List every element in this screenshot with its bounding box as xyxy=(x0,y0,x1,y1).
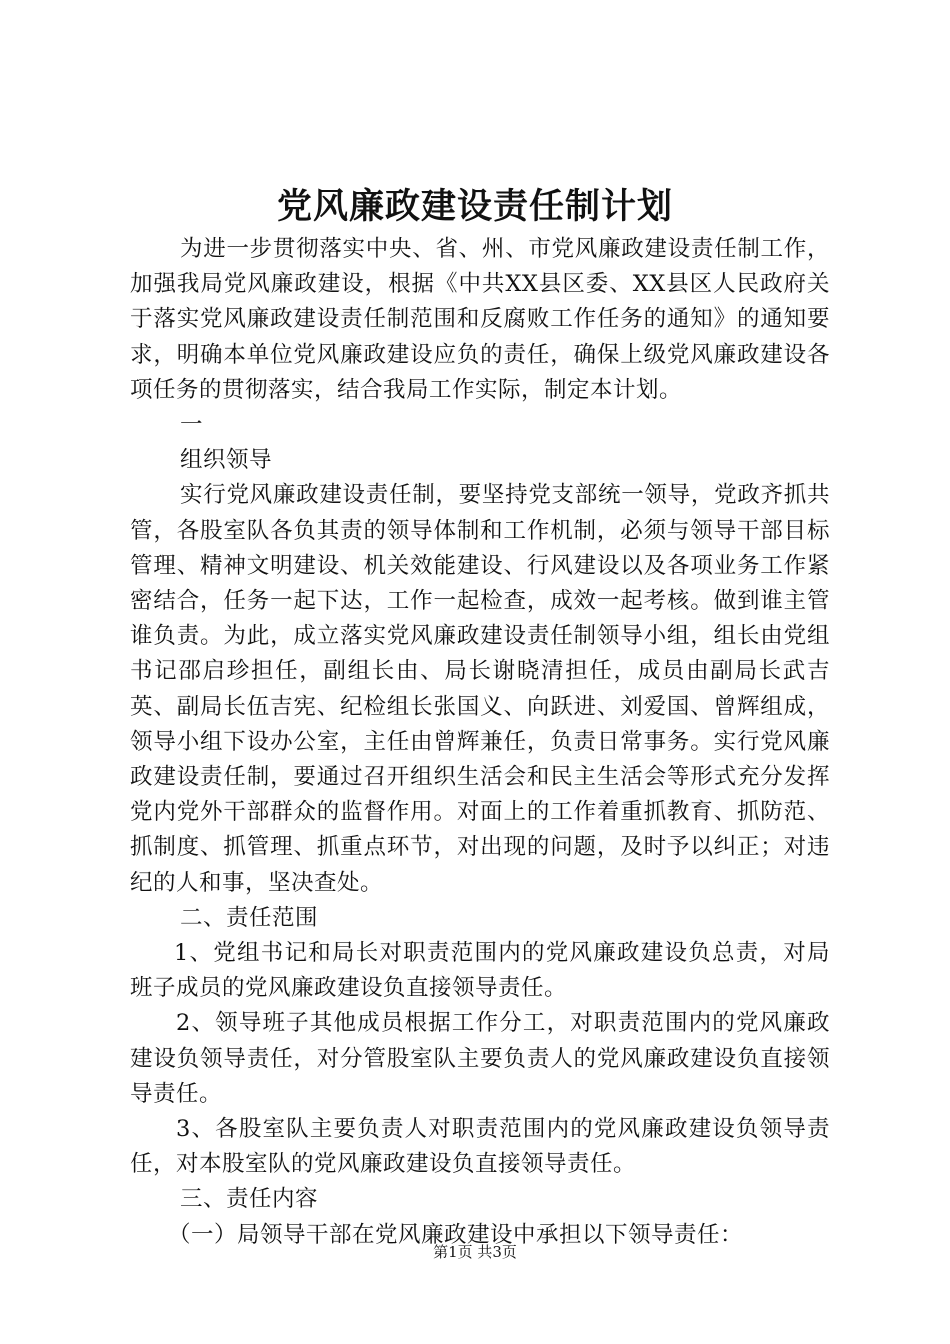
paragraph-scope-item-3: 3、各股室队主要负责人对职责范围内的党风廉政建设负领导责任，对本股室队的党风廉政建设负直接领导责任。 xyxy=(130,1116,830,1178)
paragraph-scope-item-1: 1、党组书记和局长对职责范围内的党风廉政建设负总责，对局班子成员的党风廉政建设负直接领导责任。 xyxy=(130,940,830,1002)
section-heading-scope: 二、责任范围 xyxy=(180,904,319,931)
section-heading-organization: 组织领导 xyxy=(180,447,273,474)
paragraph-organization: 实行党风廉政建设责任制，要坚持党支部统一领导，党政齐抓共管，各股室队各负其责的领导体制和工作机制，必须与领导干部目标管理、精神文明建设、机关效能建设、行风建设以及各项业务工作紧密结合，任务一起下达，工作一起检查，成效一起考核。做到谁主管谁负责。为此，成立落实党风廉政建设责任制领导小组，组长由党组书记邵启珍担任，副组长由、局长谢晓清担任，成员由副局长武吉英、副局长伍吉宪、纪检组长张国义、向跃进、刘爱国、曾辉组成，领导小组下设办公室，主任由曾辉兼任，负责日常事务。实行党风廉政建设责任制，要通过召开组织生活会和民主生活会等形式充分发挥党内党外干部群众的监督作用。对面上的工作着重抓教育、抓防范、抓制度、抓管理、抓重点环节，对出现的问题，及时予以纠正；对违纪的人和事，坚决查处。 xyxy=(130,482,830,896)
section-heading-content: 三、责任内容 xyxy=(180,1186,319,1213)
document-title: 党风廉政建设责任制计划 xyxy=(276,186,673,227)
paragraph-intro: 为进一步贯彻落实中央、省、州、市党风廉政建设责任制工作，加强我局党风廉政建设，根据《中共XX县区委、XX县区人民政府关于落实党风廉政建设责任制范围和反腐败工作任务的通知》的通知要求，明确本单位党风廉政建设应负的责任，确保上级党风廉政建设各项任务的贯彻落实，结合我局工作实际，制定本计划。 xyxy=(130,236,830,403)
section-number-one: 一 xyxy=(180,412,204,439)
paragraph-scope-item-2: 2、领导班子其他成员根据工作分工，对职责范围内的党风廉政建设负领导责任，对分管股室队主要负责人的党风廉政建设负直接领导责任。 xyxy=(130,1010,830,1107)
document-body xyxy=(130,232,830,1253)
paragraph-content-item-1: （一）局领导干部在党风廉政建设中承担以下领导责任： xyxy=(168,1221,744,1248)
page-footer: 第1页 共3页 xyxy=(433,1243,517,1261)
